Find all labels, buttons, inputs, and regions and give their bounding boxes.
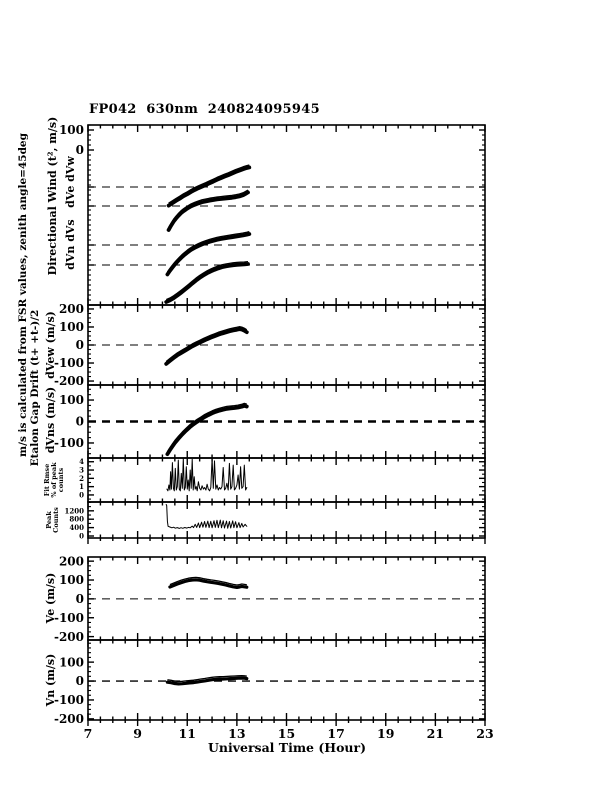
dvew-ytick-label: -200 bbox=[53, 374, 84, 389]
series-Ve bbox=[170, 580, 247, 588]
vn-ytick-label: 0 bbox=[75, 674, 84, 689]
series-fit-rmse-pct bbox=[167, 458, 247, 490]
fsr-note-label: m/s is calculated from FSR values, zenith angle=45deg bbox=[17, 133, 29, 457]
directional-wind-axis-label: Directional Wind (t², m/s) bbox=[46, 116, 59, 276]
dvns-axis-label: dVns (m/s) bbox=[44, 386, 57, 454]
directional-wind-frame bbox=[88, 125, 485, 305]
vn-ytick-label: -100 bbox=[53, 693, 84, 708]
x-axis-title: Universal Time (Hour) bbox=[207, 740, 367, 755]
dvew-ytick-label: 200 bbox=[58, 302, 84, 317]
xtick-label-17: 17 bbox=[327, 726, 345, 741]
ve-ytick-label: 200 bbox=[58, 554, 84, 569]
dvew-ytick-label: 0 bbox=[75, 338, 84, 353]
series-peak-counts bbox=[166, 505, 247, 529]
peak-counts-ytick-label: 0 bbox=[79, 531, 84, 541]
peak-counts-ytick-label: 800 bbox=[69, 514, 84, 524]
peak-counts-ytick-label: 1200 bbox=[64, 506, 84, 516]
directional-wind-ytick-label: 100 bbox=[58, 123, 84, 138]
xtick-label-9: 9 bbox=[133, 726, 142, 741]
etalon-gap-drift-label: Etalon Gap Drift (t+ +t-)/2 bbox=[29, 309, 41, 467]
ve-ytick-label: -100 bbox=[53, 610, 84, 625]
series-dVns-trace2 bbox=[167, 403, 246, 451]
series-dVn bbox=[166, 264, 248, 302]
fit-rmse-axis-label-line3: counts bbox=[57, 467, 65, 493]
fit-rmse-ytick-label: 3 bbox=[79, 465, 84, 475]
fit-rmse-ytick-label: 4 bbox=[79, 457, 84, 467]
xtick-label-7: 7 bbox=[83, 726, 93, 741]
peak-counts-axis-label-line2: Counts bbox=[52, 507, 60, 533]
vn-frame bbox=[88, 640, 485, 720]
figure-title: FP042 630nm 240824095945 bbox=[89, 102, 320, 117]
ve-ytick-label: 100 bbox=[58, 573, 84, 588]
fit-rmse-ytick-label: 2 bbox=[79, 473, 84, 483]
fit-rmse-ytick-label: 1 bbox=[79, 482, 84, 492]
dvew-ytick-label: 100 bbox=[58, 320, 84, 335]
xtick-label-23: 23 bbox=[476, 726, 494, 741]
dvew-axis-label: dVew (m/s) bbox=[44, 311, 57, 379]
xtick-label-13: 13 bbox=[228, 726, 246, 741]
ve-ytick-label: -200 bbox=[53, 629, 84, 644]
fit-rmse-axis-label-line1: Fit Rmse bbox=[43, 463, 51, 497]
xtick-label-15: 15 bbox=[277, 726, 296, 741]
vn-axis-label: Vn (m/s) bbox=[44, 653, 57, 707]
dvns-ytick-label: 0 bbox=[75, 414, 84, 429]
vn-ytick-label: -200 bbox=[53, 712, 84, 727]
xtick-label-21: 21 bbox=[426, 726, 445, 741]
xtick-label-19: 19 bbox=[377, 726, 395, 741]
series-dVew bbox=[166, 329, 247, 364]
fit-rmse-ytick-label: 0 bbox=[79, 490, 84, 500]
dvns-ytick-label: 100 bbox=[58, 393, 84, 408]
vn-ytick-label: 100 bbox=[58, 655, 84, 670]
ve-axis-label: Ve (m/s) bbox=[44, 572, 57, 624]
dvew-ytick-label: -100 bbox=[53, 356, 84, 371]
peak-counts-ytick-label: 400 bbox=[69, 523, 84, 533]
dvn-dvs-dve-dvw-label: dVn dVs dVe dVw bbox=[64, 156, 77, 270]
dvns-ytick-label: -100 bbox=[53, 436, 84, 451]
peak-counts-axis-label-line1: Peak bbox=[45, 511, 53, 529]
directional-wind-ytick-label: 0 bbox=[75, 143, 84, 158]
ve-ytick-label: 0 bbox=[75, 592, 84, 607]
fit-rmse-axis-label-line2: % of peak bbox=[50, 462, 58, 498]
xtick-label-11: 11 bbox=[178, 726, 196, 741]
